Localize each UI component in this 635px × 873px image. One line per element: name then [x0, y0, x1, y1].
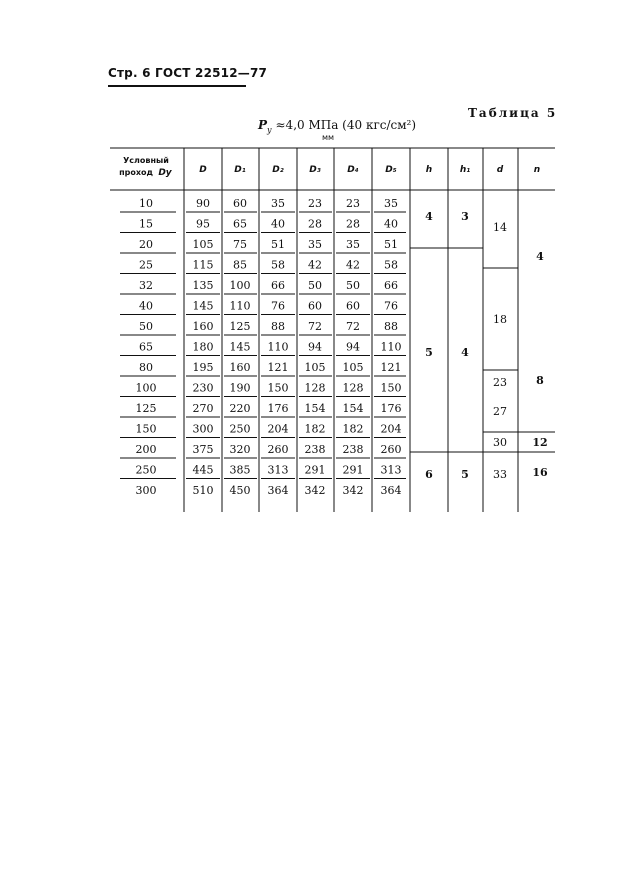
- cell-D1: 385: [229, 463, 251, 477]
- cell-D1: 75: [233, 238, 247, 251]
- cell-D1: 250: [229, 422, 251, 436]
- cell-dy: 125: [135, 402, 157, 415]
- header-dy-line2: проход: [119, 168, 153, 177]
- header-n: n: [533, 165, 541, 175]
- cell-D4: 50: [346, 279, 360, 292]
- cell-D2: 88: [271, 320, 285, 333]
- cell-D: 230: [192, 381, 214, 395]
- cell-D1: 450: [229, 484, 251, 497]
- cell-D4: 182: [342, 422, 364, 436]
- cell-D4: 35: [346, 238, 360, 251]
- header-D4: D₄: [347, 165, 359, 175]
- cell-D1: 145: [229, 340, 251, 354]
- cell-D1: 85: [233, 258, 247, 272]
- cell-D1: 65: [233, 217, 247, 231]
- cell-D5: 150: [380, 381, 402, 395]
- cell-D2: 121: [267, 361, 289, 374]
- cell-D5: 35: [384, 197, 398, 210]
- cell-D5: 364: [380, 484, 402, 497]
- cell-D5: 76: [384, 299, 398, 313]
- cell-D: 105: [192, 238, 214, 251]
- pressure-text: ≈4,0 МПа (40 кгс/см²): [275, 118, 417, 132]
- cell-D5: 58: [384, 258, 398, 272]
- cell-D4: 238: [342, 443, 364, 456]
- n-group-value: 8: [536, 374, 544, 387]
- cell-D: 300: [192, 422, 214, 436]
- cell-D4: 23: [346, 197, 360, 210]
- header-D: D: [199, 165, 207, 175]
- cell-D3: 28: [308, 217, 322, 231]
- cell-dy: 150: [135, 422, 157, 436]
- cell-D4: 42: [346, 258, 360, 272]
- cell-D3: 128: [304, 381, 326, 395]
- cell-D3: 182: [304, 422, 326, 436]
- cell-D1: 110: [229, 299, 251, 313]
- cell-D3: 342: [304, 484, 326, 497]
- cell-D3: 94: [308, 340, 322, 354]
- pressure-subscript: у: [267, 125, 272, 135]
- d-group-value: 27: [493, 405, 507, 418]
- cell-D1: 100: [229, 279, 251, 292]
- cell-D3: 72: [308, 320, 322, 333]
- header-D2: D₂: [272, 165, 284, 175]
- cell-D5: 260: [380, 443, 402, 456]
- cell-D5: 204: [380, 422, 402, 436]
- cell-dy: 20: [139, 238, 153, 251]
- pressure-symbol: P: [258, 118, 268, 132]
- cell-D2: 40: [271, 217, 285, 231]
- table-body: [120, 197, 406, 497]
- cell-dy: 40: [139, 299, 153, 313]
- cell-D2: 58: [271, 258, 285, 272]
- cell-D4: 72: [346, 320, 360, 333]
- cell-D4: 105: [342, 361, 364, 374]
- cell-D2: 150: [267, 381, 289, 395]
- cell-D5: 51: [384, 238, 398, 251]
- cell-D3: 154: [304, 402, 326, 415]
- cell-D4: 128: [342, 381, 364, 395]
- cell-D: 375: [192, 443, 214, 456]
- cell-D3: 42: [308, 258, 322, 272]
- header-dy-line1: Условный: [123, 156, 169, 165]
- cell-D: 445: [192, 463, 214, 477]
- cell-D4: 342: [342, 484, 364, 497]
- cell-D3: 60: [308, 299, 322, 313]
- cell-D: 90: [196, 197, 210, 210]
- cell-D1: 125: [229, 320, 251, 333]
- cell-dy: 50: [139, 320, 153, 333]
- cell-D2: 76: [271, 299, 285, 313]
- cell-D1: 60: [233, 197, 247, 210]
- h-group-value: 5: [425, 346, 433, 359]
- cell-D: 180: [192, 340, 214, 354]
- cell-D1: 190: [229, 381, 251, 395]
- n-group-value: 16: [532, 466, 548, 479]
- cell-dy: 25: [139, 258, 153, 272]
- cell-D: 145: [192, 299, 214, 313]
- cell-D2: 51: [271, 238, 285, 251]
- cell-D4: 291: [342, 463, 364, 477]
- cell-D2: 313: [267, 463, 289, 477]
- cell-D2: 66: [271, 279, 285, 292]
- header-h: h: [425, 165, 433, 175]
- cell-D3: 105: [304, 361, 326, 374]
- cell-D4: 94: [346, 340, 360, 354]
- cell-dy: 15: [139, 217, 153, 231]
- cell-D: 135: [192, 279, 214, 292]
- cell-D2: 110: [267, 340, 289, 354]
- header-dy-symbol: Dу: [158, 168, 172, 178]
- cell-D5: 176: [380, 402, 402, 415]
- cell-D2: 204: [267, 422, 289, 436]
- h1-group-value: 3: [461, 210, 469, 223]
- cell-D3: 238: [304, 443, 326, 456]
- cell-D5: 88: [384, 320, 398, 333]
- cell-D1: 320: [229, 443, 251, 456]
- header-D1: D₁: [234, 165, 246, 175]
- n-group-value: 4: [536, 250, 544, 263]
- cell-D4: 154: [342, 402, 364, 415]
- cell-dy: 65: [139, 340, 153, 354]
- d-group-value: 33: [493, 468, 507, 481]
- cell-D: 510: [192, 484, 214, 497]
- cell-D: 160: [192, 320, 214, 333]
- h-group-value: 6: [425, 468, 433, 481]
- cell-D5: 66: [384, 279, 398, 292]
- cell-D: 270: [192, 402, 214, 415]
- header-d: d: [496, 165, 504, 175]
- h-group-value: 4: [425, 210, 433, 223]
- header-D3: D₃: [309, 165, 321, 175]
- cell-D5: 110: [380, 340, 402, 354]
- cell-D4: 28: [346, 217, 360, 231]
- cell-D2: 35: [271, 197, 285, 210]
- unit-label: мм: [322, 133, 335, 142]
- page-header: Стр. 6 ГОСТ 22512—77: [108, 66, 268, 80]
- cell-D: 195: [192, 361, 214, 374]
- header-h1: h₁: [459, 165, 471, 175]
- cell-D3: 23: [308, 197, 322, 210]
- cell-dy: 32: [139, 279, 153, 292]
- cell-D1: 220: [229, 402, 251, 415]
- n-group-value: 12: [532, 436, 548, 449]
- cell-D1: 160: [229, 361, 251, 374]
- cell-dy: 300: [135, 484, 157, 497]
- h1-group-value: 5: [461, 468, 469, 481]
- cell-dy: 200: [135, 443, 157, 456]
- cell-dy: 100: [135, 381, 157, 395]
- table-title: Таблица 5: [468, 106, 558, 120]
- cell-dy: 10: [139, 197, 153, 210]
- cell-D3: 35: [308, 238, 322, 251]
- cell-D: 115: [192, 258, 214, 272]
- cell-D3: 291: [304, 463, 326, 477]
- d-group-value: 23: [493, 376, 507, 389]
- cell-D5: 313: [380, 463, 402, 477]
- d-group-value: 30: [493, 436, 507, 449]
- cell-dy: 80: [139, 361, 153, 374]
- cell-D: 95: [196, 217, 210, 231]
- header-D5: D₅: [385, 165, 397, 175]
- cell-D5: 40: [384, 217, 398, 231]
- cell-D2: 260: [267, 443, 289, 456]
- h1-group-value: 4: [461, 346, 469, 359]
- d-group-value: 18: [493, 313, 507, 326]
- cell-D4: 60: [346, 299, 360, 313]
- cell-dy: 250: [135, 463, 157, 477]
- d-group-value: 14: [493, 221, 507, 234]
- cell-D5: 121: [380, 361, 402, 374]
- cell-D3: 50: [308, 279, 322, 292]
- cell-D2: 364: [267, 484, 289, 497]
- cell-D2: 176: [267, 402, 289, 415]
